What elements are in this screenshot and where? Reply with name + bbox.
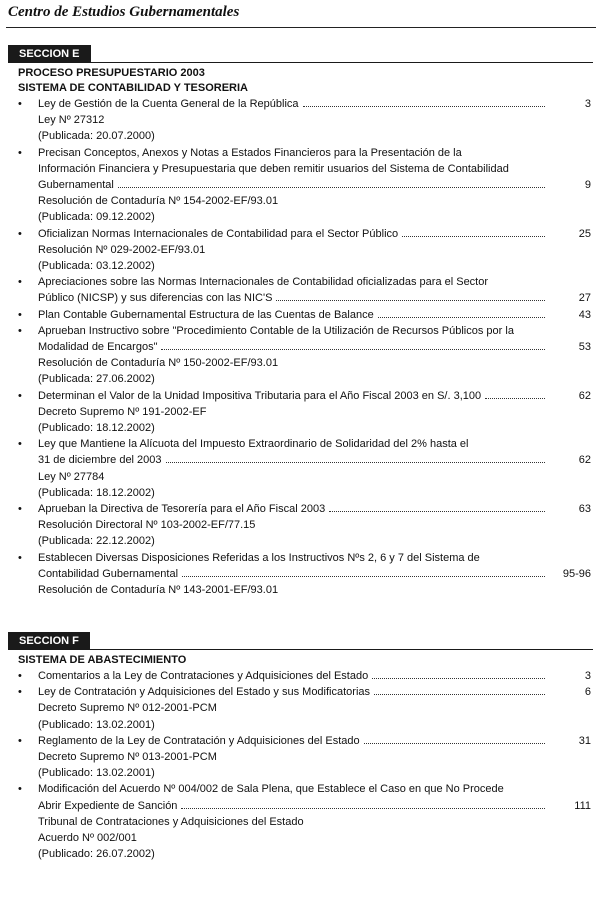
entry-title: Oficializan Normas Internacionales de Contabilidad para el Sector Público <box>38 227 399 240</box>
entry-title-row <box>38 501 551 517</box>
dot-leader <box>378 317 545 318</box>
dot-leader <box>329 511 545 512</box>
entry-detail: (Publicada: 22.12.2002) <box>38 535 155 548</box>
bullet-icon: • <box>18 276 22 289</box>
dot-leader <box>181 808 545 809</box>
bullet-icon: • <box>18 146 22 159</box>
toc-entry <box>8 668 593 684</box>
bullet-icon: • <box>18 324 22 337</box>
page-number: 63 <box>578 503 591 516</box>
entry-detail: Decreto Supremo Nº 012-2001-PCM <box>38 702 217 715</box>
bullet-icon: • <box>18 670 22 682</box>
entry-detail: Resolución de Contaduría Nº 154-2002-EF/93.01 <box>38 195 279 208</box>
entry-title: 31 de diciembre del 2003 <box>38 454 162 467</box>
page-number: 31 <box>578 734 591 747</box>
section-heading: SISTEMA DE CONTABILIDAD Y TESORERIA <box>18 82 249 94</box>
entry-title: Aprueban la Directiva de Tesorería para el Año Fiscal 2003 <box>38 503 326 516</box>
entry-detail: Ley Nº 27784 <box>38 470 105 483</box>
bullet-icon: • <box>18 308 22 321</box>
dot-leader <box>118 187 545 188</box>
section-heading: SISTEMA DE ABASTECIMIENTO <box>18 654 187 666</box>
entry-detail: Tribunal de Contrataciones y Adquisiciones del Estado <box>38 815 304 828</box>
entry-title: Comentarios a la Ley de Contrataciones y Adquisiciones del Estado <box>38 670 369 682</box>
entry-title-row <box>38 668 551 684</box>
entry-title: Contabilidad Gubernamental <box>38 567 179 580</box>
entry-title-line: Modificación del Acuerdo Nº 004/002 de Sala Plena, que Establece el Caso en que No Procede <box>38 783 504 796</box>
entry-detail: (Publicado: 18.12.2002) <box>38 422 155 435</box>
entry-title: Ley de Contratación y Adquisiciones del Estado y sus Modificatorias <box>38 686 371 699</box>
header-rule <box>6 27 596 28</box>
page-number: 6 <box>584 686 591 699</box>
entry-detail: (Publicado: 13.02.2001) <box>38 767 155 780</box>
toc-entry <box>8 307 593 323</box>
entry-title-row <box>38 388 551 404</box>
running-head: Centro de Estudios Gubernamentales <box>8 4 240 20</box>
dot-leader <box>402 236 545 237</box>
entry-title: Gubernamental <box>38 179 114 192</box>
bullet-icon: • <box>18 389 22 402</box>
toc-entry <box>8 733 593 782</box>
bullet-icon: • <box>18 551 22 564</box>
dot-leader <box>303 106 545 107</box>
page-number: 3 <box>584 98 591 110</box>
entry-title: Determinan el Valor de la Unidad Impositiva Tributaria para el Año Fiscal 2003 en S/. 3,100 <box>38 389 482 402</box>
dot-leader <box>276 300 545 301</box>
bullet-icon: • <box>18 227 22 240</box>
entry-title: Modalidad de Encargos" <box>38 341 158 354</box>
entry-title-row <box>38 226 551 242</box>
section-heading: PROCESO PRESUPUESTARIO 2003 <box>18 67 205 79</box>
section-rule <box>8 649 593 650</box>
entry-title-line: Aprueban Instructivo sobre "Procedimiento Contable de la Utilización de Recursos Públicos por la <box>38 324 514 337</box>
entry-title-row <box>38 177 551 193</box>
dot-leader <box>485 398 545 399</box>
entry-detail: Acuerdo Nº 002/001 <box>38 832 137 845</box>
section-f <box>8 632 593 862</box>
dot-leader <box>166 462 545 463</box>
dot-leader <box>374 694 545 695</box>
page-number: 62 <box>578 454 591 467</box>
toc-entry <box>8 388 593 437</box>
toc-entry <box>8 226 593 275</box>
page-number: 111 <box>574 799 591 812</box>
entry-title-row <box>38 96 551 112</box>
entry-detail: (Publicada: 27.06.2002) <box>38 373 155 386</box>
toc-entry <box>8 781 593 862</box>
toc-entry <box>8 684 593 733</box>
entry-detail: (Publicado: 13.02.2001) <box>38 718 155 731</box>
entry-detail: (Publicada: 18.12.2002) <box>38 486 155 499</box>
entry-title: Reglamento de la Ley de Contratación y Adquisiciones del Estado <box>38 734 360 747</box>
entry-title-line: Precisan Conceptos, Anexos y Notas a Estados Financieros para la Presentación de la <box>38 146 462 159</box>
entry-detail: Decreto Supremo Nº 191-2002-EF <box>38 405 207 418</box>
entry-title-row <box>38 307 551 323</box>
toc-entry <box>8 274 593 306</box>
entry-title-row <box>38 452 551 468</box>
entry-detail: (Publicada: 03.12.2002) <box>38 260 155 273</box>
toc-entry <box>8 323 593 388</box>
entry-detail: (Publicada: 09.12.2002) <box>38 211 155 224</box>
entry-title-row <box>38 290 551 306</box>
bullet-icon: • <box>18 686 22 699</box>
toc-entry <box>8 145 593 226</box>
entry-title: Público (NICSP) y sus diferencias con las NIC'S <box>38 292 273 305</box>
entry-title-row <box>38 733 551 749</box>
dot-leader <box>372 678 545 679</box>
entry-detail: Decreto Supremo Nº 013-2001-PCM <box>38 751 217 764</box>
toc-entry <box>8 436 593 501</box>
entry-title-row <box>38 339 551 355</box>
dot-leader <box>182 576 545 577</box>
entry-detail: Resolución Directoral Nº 103-2002-EF/77.15 <box>38 519 256 532</box>
entry-detail: (Publicada: 20.07.2000) <box>38 130 155 143</box>
toc-entry <box>8 550 593 599</box>
entry-title-row <box>38 798 551 814</box>
entry-detail: (Publicado: 26.07.2002) <box>38 848 155 861</box>
entry-title-line: Ley que Mantiene la Alícuota del Impuesto Extraordinario de Solidaridad del 2% hasta el <box>38 438 469 451</box>
section-rule <box>8 62 593 63</box>
entry-detail: Resolución Nº 029-2002-EF/93.01 <box>38 243 206 256</box>
section-header <box>8 632 593 651</box>
dot-leader <box>161 349 545 350</box>
entry-title-line: Apreciaciones sobre las Normas Internacionales de Contabilidad oficializadas para el Sector <box>38 276 489 289</box>
page-number: 43 <box>578 308 591 321</box>
toc-entry <box>8 96 593 145</box>
bullet-icon: • <box>18 503 22 516</box>
entry-title: Ley de Gestión de la Cuenta General de la República <box>38 98 299 110</box>
section-tab: SECCION E <box>8 45 91 63</box>
page-number: 9 <box>584 179 591 191</box>
entry-title: Abrir Expediente de Sanción <box>38 799 178 812</box>
toc-entry <box>8 501 593 550</box>
bullet-icon: • <box>18 783 22 796</box>
bullet-icon: • <box>18 438 22 451</box>
page-number: 95-96 <box>562 567 591 580</box>
entry-title: Plan Contable Gubernamental Estructura de las Cuentas de Balance <box>38 308 374 321</box>
entry-detail: Resolución de Contaduría Nº 143-2001-EF/93.01 <box>38 584 279 597</box>
page-number: 25 <box>578 227 591 240</box>
bullet-icon: • <box>18 734 22 747</box>
bullet-icon: • <box>18 98 22 110</box>
entry-title-line: Establecen Diversas Disposiciones Referidas a los Instructivos Nºs 2, 6 y 7 del Sistema de <box>38 551 480 564</box>
entry-detail: Resolución de Contaduría Nº 150-2002-EF/93.01 <box>38 357 279 370</box>
page-number: 53 <box>578 341 591 354</box>
section-e <box>8 45 593 598</box>
section-header <box>8 45 593 64</box>
entry-title-row <box>38 566 551 582</box>
entry-title-row <box>38 684 551 700</box>
entry-detail: Ley Nº 27312 <box>38 114 105 127</box>
dot-leader <box>364 743 545 744</box>
section-tab: SECCION F <box>8 632 90 650</box>
page-number: 62 <box>578 389 591 402</box>
entry-title-line: Información Financiera y Presupuestaria que deben remitir usuarios del Sistema de Contabilidad <box>38 162 509 175</box>
page-number: 3 <box>584 670 591 682</box>
page-number: 27 <box>578 292 591 305</box>
